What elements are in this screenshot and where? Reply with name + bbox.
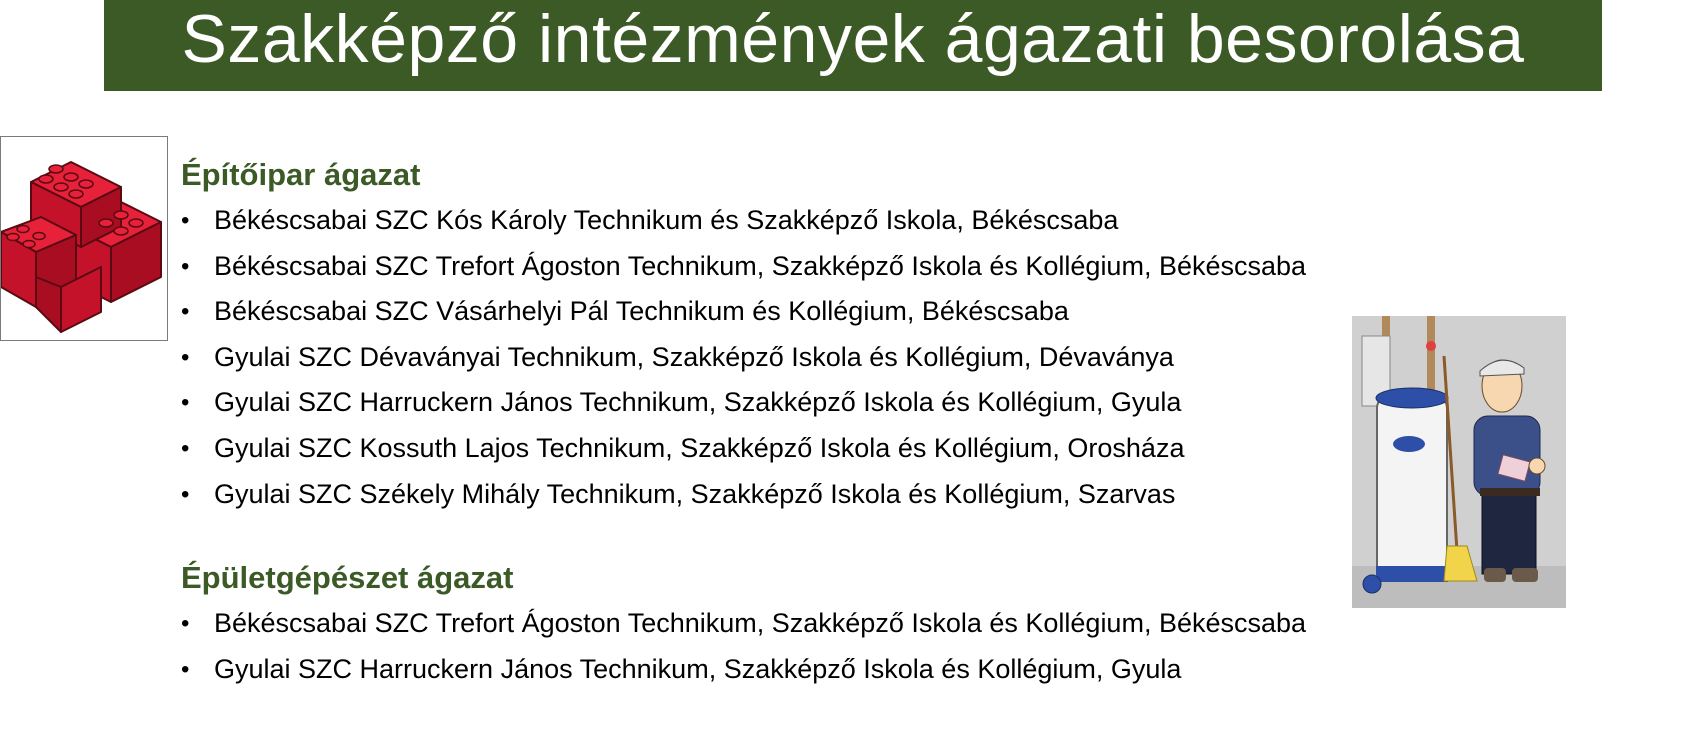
list-item: • Gyulai SZC Kossuth Lajos Technikum, Szakképző Iskola és Kollégium, Orosháza <box>181 426 1361 472</box>
content-area <box>181 152 1361 692</box>
bricks-image <box>0 136 168 341</box>
list-item: • Békéscsabai SZC Trefort Ágoston Technikum, Szakképző Iskola és Kollégium, Békéscsaba <box>181 244 1361 290</box>
school-list-epuletgepeszet <box>181 601 1361 692</box>
section-heading-epitoipar: Építőipar ágazat <box>181 157 421 192</box>
water-heater-worker-image <box>1352 316 1566 608</box>
list-item: • Gyulai SZC Harruckern János Technikum, Szakképző Iskola és Kollégium, Gyula <box>181 380 1361 426</box>
list-item: • Gyulai SZC Harruckern János Technikum, Szakképző Iskola és Kollégium, Gyula <box>181 647 1361 693</box>
title-bar <box>104 0 1602 91</box>
list-item: • Békéscsabai SZC Kós Károly Technikum és Szakképző Iskola, Békéscsaba <box>181 198 1361 244</box>
school-list-epitoipar <box>181 198 1361 517</box>
bricks-icon <box>1 137 167 340</box>
section-heading-epuletgepeszet: Épületgépészet ágazat <box>181 560 514 596</box>
water-heater-worker-icon <box>1352 316 1566 608</box>
page-title: Szakképző intézmények ágazati besorolása <box>181 0 1525 77</box>
list-item: • Gyulai SZC Székely Mihály Technikum, Szakképző Iskola és Kollégium, Szarvas <box>181 472 1361 518</box>
list-item: • Gyulai SZC Dévaványai Technikum, Szakképző Iskola és Kollégium, Dévaványa <box>181 335 1361 381</box>
list-item: • Békéscsabai SZC Vásárhelyi Pál Technikum és Kollégium, Békéscsaba <box>181 289 1361 335</box>
list-item: • Békéscsabai SZC Trefort Ágoston Technikum, Szakképző Iskola és Kollégium, Békéscsaba <box>181 601 1361 647</box>
